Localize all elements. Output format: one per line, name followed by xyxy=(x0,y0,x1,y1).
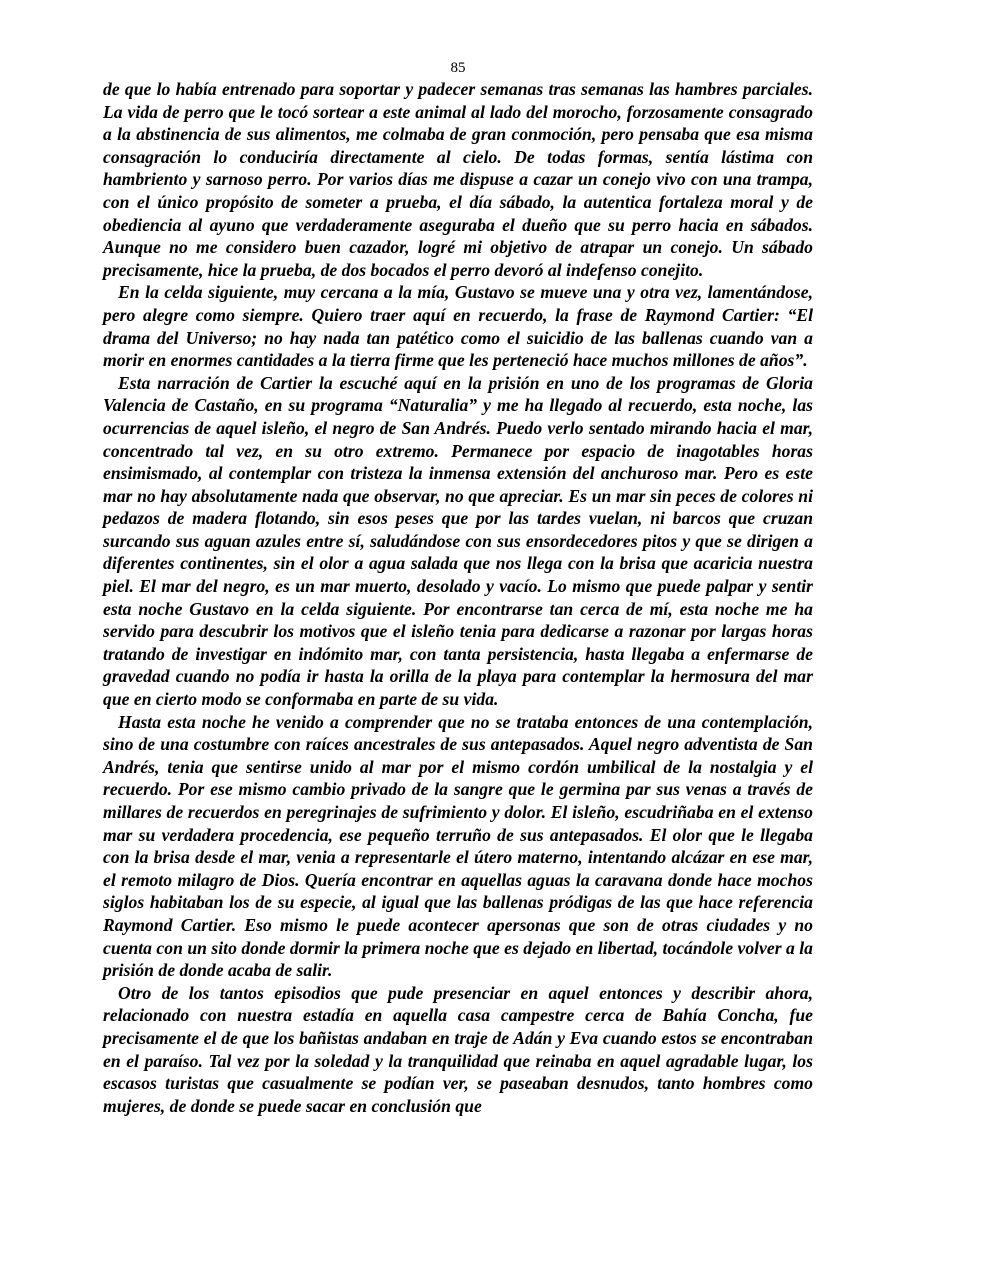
paragraph-2: En la celda siguiente, muy cercana a la mía, Gustavo se mueve una y otra vez, lamentándose, pero alegre como siempre. Quiero traer aquí en recuerdo, la frase de Raymond Cartier: “El drama del Universo; no hay nada tan patético como el suicidio de las ballenas cuando van a morir en enormes cantidades a la tierra firme que les perteneció hace muchos millones de años”. xyxy=(103,282,813,371)
page-number: 85 xyxy=(450,60,466,76)
paragraph-3: Esta narración de Cartier la escuché aquí en la prisión en uno de los programas de Gloria Valencia de Castaño, en su programa “Naturalia” y me ha llegado al recuerdo, esta noche, las ocurrencias de aquel isleño, el negro de San Andrés. Puedo verlo sentado mirando hacia el mar, concentrado tal vez, en su otro extremo. Permanece por espacio de inagotables horas ensimismado, al contemplar con tristeza la inmensa extensión del anchuroso mar. Pero es este mar no hay absolutamente nada que observar, no que apreciar. Es un mar sin peces de colores ni pedazos de madera flotando, sin esos peses que por las tardes vuelan, ni barcos que cruzan surcando sus aguan azules entre sí, saludándose con sus ensordecedores pitos y que se dirigen a diferentes continentes, sin el olor a agua salada que nos llega con la brisa que acaricia nuestra piel. El mar del negro, es un mar muerto, desolado y vacío. Lo mismo que puede palpar y sentir esta noche Gustavo en la celda siguiente. Por encontrarse tan cerca de mí, esta noche me ha servido para descubrir los motivos que el isleño tenia para dedicarse a razonar por largas horas tratando de investigar en indómito mar, con tanta persistencia, hasta llegaba a enfermarse de gravedad cuando no podía ir hasta la orilla de la playa para contemplar la hermosura del mar que en cierto modo se conformaba en parte de su vida. xyxy=(103,372,813,710)
paragraph-1: de que lo había entrenado para soportar y padecer semanas tras semanas las hambres parciales. La vida de perro que le tocó sortear a este animal al lado del morocho, forzosamente consagrado a la abstinencia de sus alimentos, me colmaba de gran conmoción, pero pensaba que esa misma consagración lo conduciría directamente al cielo. De todas formas, sentía lástima con hambriento y sarnoso perro. Por varios días me dispuse a cazar un conejo vivo con una trampa, con el único propósito de someter a prueba, el día sábado, la autentica fortaleza moral y de obediencia al ayuno que verdaderamente aseguraba el dueño que su perro hacia en sábados. Aunque no me considero buen cazador, logré mi objetivo de atrapar un conejo. Un sábado precisamente, hice la prueba, de dos bocados el perro devoró al indefenso conejito. xyxy=(103,79,813,280)
paragraph-4: Hasta esta noche he venido a comprender que no se trataba entonces de una contemplación, sino de una costumbre con raíces ancestrales de sus antepasados. Aquel negro adventista de San Andrés, tenia que sentirse unido al mar por el mismo cordón umbilical de la nostalgia y el recuerdo. Por ese mismo cambio privado de la sangre que le germina par sus venas a través de millares de recuerdos en peregrinajes de sufrimiento y dolor. El isleño, escudriñaba en el extenso mar su verdadera procedencia, ese pequeño terruño de sus antepasados. El olor que le llegaba con la brisa desde el mar, venia a representarle el útero materno, intentando alcázar en ese mar, el remoto milagro de Dios. Quería encontrar en aquellas aguas la caravana donde hace mochos siglos habitaban los de su especie, al igual que las ballenas pródigas de las que hace referencia Raymond Cartier. Eso mismo le puede acontecer apersonas que son de otras ciudades y no cuenta con un sito donde dormir la primera noche que es dejado en libertad, tocándole volver a la prisión de donde acaba de salir. xyxy=(103,711,813,981)
paragraph-5: Otro de los tantos episodios que pude presenciar en aquel entonces y describir ahora, relacionado con nuestra estadía en aquella casa campestre cerca de Bahía Concha, fue precisamente el de que los bañistas andaban en traje de Adán y Eva cuando estos se encontraban en el paraíso. Tal vez por la soledad y la tranquilidad que reinaba en aquel agradable lugar, los escasos turistas que casualmente se podían ver, se paseaban desnudos, tanto hombres como mujeres, de donde se puede sacar en conclusión que xyxy=(103,982,813,1116)
document-page xyxy=(103,58,813,1117)
